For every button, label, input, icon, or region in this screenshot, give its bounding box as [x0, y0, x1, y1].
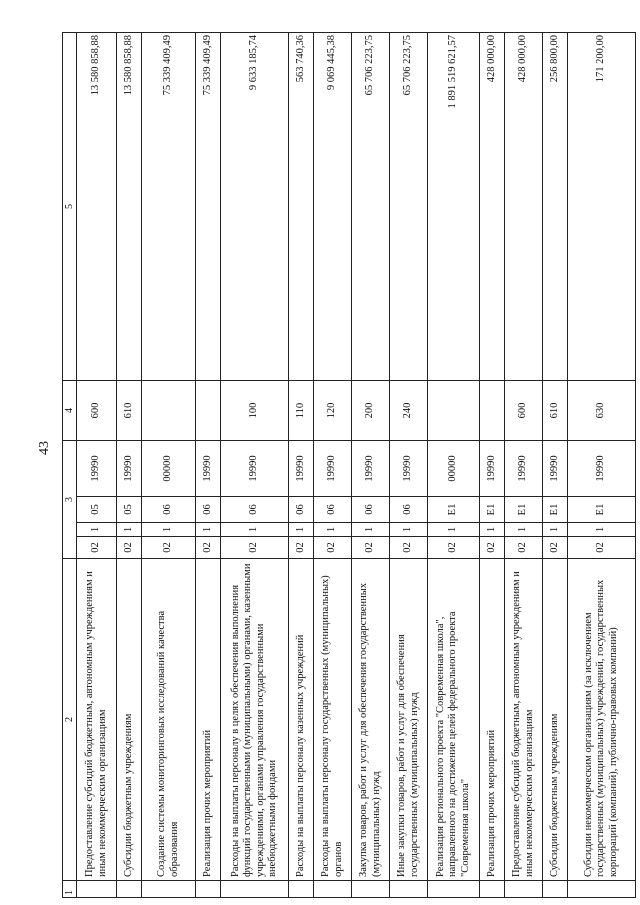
cell-amount: 65 706 223,75	[352, 33, 390, 381]
cell-amount: 256 800,00	[543, 33, 568, 381]
cell-amount: 75 339 409,49	[142, 33, 196, 381]
header-col-4: 4	[63, 381, 77, 441]
cell-code-1: 02	[543, 537, 568, 559]
header-col-3: 3	[63, 441, 77, 559]
cell-code-3: 06	[314, 497, 352, 523]
cell-description: Расходы на выплаты персоналу государственных (муниципальных) органов	[314, 559, 352, 881]
cell-amount: 171 200,00	[568, 33, 636, 381]
cell-code-2: 1	[289, 523, 314, 537]
cell-amount: 9 633 185,74	[221, 33, 289, 381]
cell-code-2: 1	[142, 523, 196, 537]
cell-expense-type: 110	[289, 381, 314, 441]
page-number: 43	[37, 441, 52, 455]
cell-code-4: 19990	[568, 441, 636, 497]
cell-code-1: 02	[289, 537, 314, 559]
cell-expense-type: 240	[390, 381, 428, 441]
cell-code-2: 1	[428, 523, 480, 537]
cell-amount: 75 339 409,49	[196, 33, 221, 381]
table-row	[221, 33, 289, 898]
cell-code-3: 06	[196, 497, 221, 523]
cell-code-2: 1	[352, 523, 390, 537]
header-col-2: 2	[63, 559, 77, 881]
cell-code-3: 06	[289, 497, 314, 523]
cell-code-1: 02	[352, 537, 390, 559]
table-row	[77, 33, 117, 898]
cell-code-2: 1	[568, 523, 636, 537]
table-row	[289, 33, 314, 898]
cell-col-1	[117, 881, 142, 898]
cell-amount: 9 069 445,38	[314, 33, 352, 381]
cell-expense-type: 600	[77, 381, 117, 441]
cell-expense-type: 120	[314, 381, 352, 441]
cell-code-3: E1	[428, 497, 480, 523]
cell-code-3: E1	[568, 497, 636, 523]
cell-code-4: 19990	[390, 441, 428, 497]
cell-code-2: 1	[314, 523, 352, 537]
cell-col-1	[142, 881, 196, 898]
cell-code-4: 19990	[505, 441, 543, 497]
cell-description: Расходы на выплаты персоналу казенных учреждений	[289, 559, 314, 881]
cell-amount: 13 580 858,88	[77, 33, 117, 381]
cell-col-1	[428, 881, 480, 898]
cell-code-4: 19990	[117, 441, 142, 497]
cell-code-4: 19990	[352, 441, 390, 497]
cell-expense-type: 600	[505, 381, 543, 441]
cell-code-3: E1	[480, 497, 505, 523]
cell-code-3: E1	[505, 497, 543, 523]
cell-amount: 65 706 223,75	[390, 33, 428, 381]
cell-code-3: 06	[352, 497, 390, 523]
cell-description: Иные закупки товаров, работ и услуг для обеспечения государственных (муниципальных) нужд	[390, 559, 428, 881]
header-row	[63, 33, 77, 898]
cell-description: Субсидии некоммерческим организациям (за исключением государственных (муниципальных) учреждений, государственных корпораций (компаний), публично-правовых компаний)	[568, 559, 636, 881]
cell-code-1: 02	[568, 537, 636, 559]
cell-description: Предоставление субсидий бюджетным, автономным учреждениям и иным некоммерческим организациям	[77, 559, 117, 881]
cell-amount: 563 740,36	[289, 33, 314, 381]
table-row	[390, 33, 428, 898]
cell-code-2: 1	[390, 523, 428, 537]
table-row	[314, 33, 352, 898]
cell-description: Реализация регионального проекта "Современная школа", направленного на достижение целей федерального проекта "Современная школа"	[428, 559, 480, 881]
table-row	[117, 33, 142, 898]
cell-code-1: 02	[390, 537, 428, 559]
cell-code-1: 02	[314, 537, 352, 559]
cell-expense-type: 630	[568, 381, 636, 441]
rotated-table-container	[62, 33, 619, 898]
cell-col-1	[480, 881, 505, 898]
cell-code-1: 02	[77, 537, 117, 559]
cell-code-1: 02	[196, 537, 221, 559]
cell-amount: 13 580 858,88	[117, 33, 142, 381]
cell-col-1	[77, 881, 117, 898]
cell-code-2: 1	[77, 523, 117, 537]
cell-code-1: 02	[142, 537, 196, 559]
cell-col-1	[390, 881, 428, 898]
cell-code-1: 02	[221, 537, 289, 559]
cell-code-1: 02	[117, 537, 142, 559]
cell-code-4: 19990	[196, 441, 221, 497]
table-row	[568, 33, 636, 898]
cell-col-1	[505, 881, 543, 898]
table-row	[352, 33, 390, 898]
cell-code-3: 05	[77, 497, 117, 523]
cell-code-1: 02	[428, 537, 480, 559]
cell-description: Предоставление субсидий бюджетным, автономным учреждениям и иным некоммерческим организациям	[505, 559, 543, 881]
cell-description: Субсидии бюджетным учреждениям	[117, 559, 142, 881]
cell-code-2: 1	[117, 523, 142, 537]
cell-expense-type	[428, 381, 480, 441]
cell-col-1	[289, 881, 314, 898]
cell-code-2: 1	[221, 523, 289, 537]
cell-code-4: 19990	[314, 441, 352, 497]
cell-code-4: 19990	[221, 441, 289, 497]
cell-code-3: 05	[117, 497, 142, 523]
cell-col-1	[543, 881, 568, 898]
table-row	[543, 33, 568, 898]
cell-description: Расходы на выплаты персоналу в целях обеспечения выполнения функций государственными (муниципальными) органами, казенными учреждениями, органами управления государственными внебюджетными фондами	[221, 559, 289, 881]
cell-col-1	[221, 881, 289, 898]
cell-code-3: 06	[221, 497, 289, 523]
cell-description: Субсидии бюджетным учреждениям	[543, 559, 568, 881]
cell-amount: 428 000,00	[480, 33, 505, 381]
cell-col-1	[568, 881, 636, 898]
cell-expense-type	[196, 381, 221, 441]
cell-expense-type	[142, 381, 196, 441]
table-row	[505, 33, 543, 898]
cell-expense-type: 200	[352, 381, 390, 441]
cell-expense-type: 100	[221, 381, 289, 441]
cell-code-1: 02	[480, 537, 505, 559]
cell-col-1	[352, 881, 390, 898]
cell-code-4: 00000	[428, 441, 480, 497]
table-row	[480, 33, 505, 898]
cell-description: Закупка товаров, работ и услуг для обеспечения государственных (муниципальных) нужд	[352, 559, 390, 881]
cell-expense-type	[480, 381, 505, 441]
cell-code-2: 1	[543, 523, 568, 537]
cell-code-3: 06	[142, 497, 196, 523]
cell-code-2: 1	[196, 523, 221, 537]
cell-col-1	[196, 881, 221, 898]
cell-code-4: 19990	[77, 441, 117, 497]
table-body	[77, 33, 636, 898]
cell-code-4: 19990	[480, 441, 505, 497]
cell-description: Реализация прочих мероприятий	[196, 559, 221, 881]
cell-code-2: 1	[480, 523, 505, 537]
table-row	[196, 33, 221, 898]
table-row	[142, 33, 196, 898]
cell-code-3: E1	[543, 497, 568, 523]
cell-description: Создание системы мониторинговых исследований качества образования	[142, 559, 196, 881]
cell-code-4: 00000	[142, 441, 196, 497]
table-row	[428, 33, 480, 898]
budget-table	[62, 32, 636, 898]
cell-code-4: 19990	[289, 441, 314, 497]
cell-col-1	[314, 881, 352, 898]
cell-code-3: 06	[390, 497, 428, 523]
header-col-1: 1	[63, 881, 77, 898]
cell-description: Реализация прочих мероприятий	[480, 559, 505, 881]
cell-amount: 1 891 519 621,57	[428, 33, 480, 381]
cell-code-4: 19990	[543, 441, 568, 497]
cell-code-1: 02	[505, 537, 543, 559]
cell-expense-type: 610	[117, 381, 142, 441]
cell-code-2: 1	[505, 523, 543, 537]
header-col-5: 5	[63, 33, 77, 381]
cell-amount: 428 000,00	[505, 33, 543, 381]
cell-expense-type: 610	[543, 381, 568, 441]
